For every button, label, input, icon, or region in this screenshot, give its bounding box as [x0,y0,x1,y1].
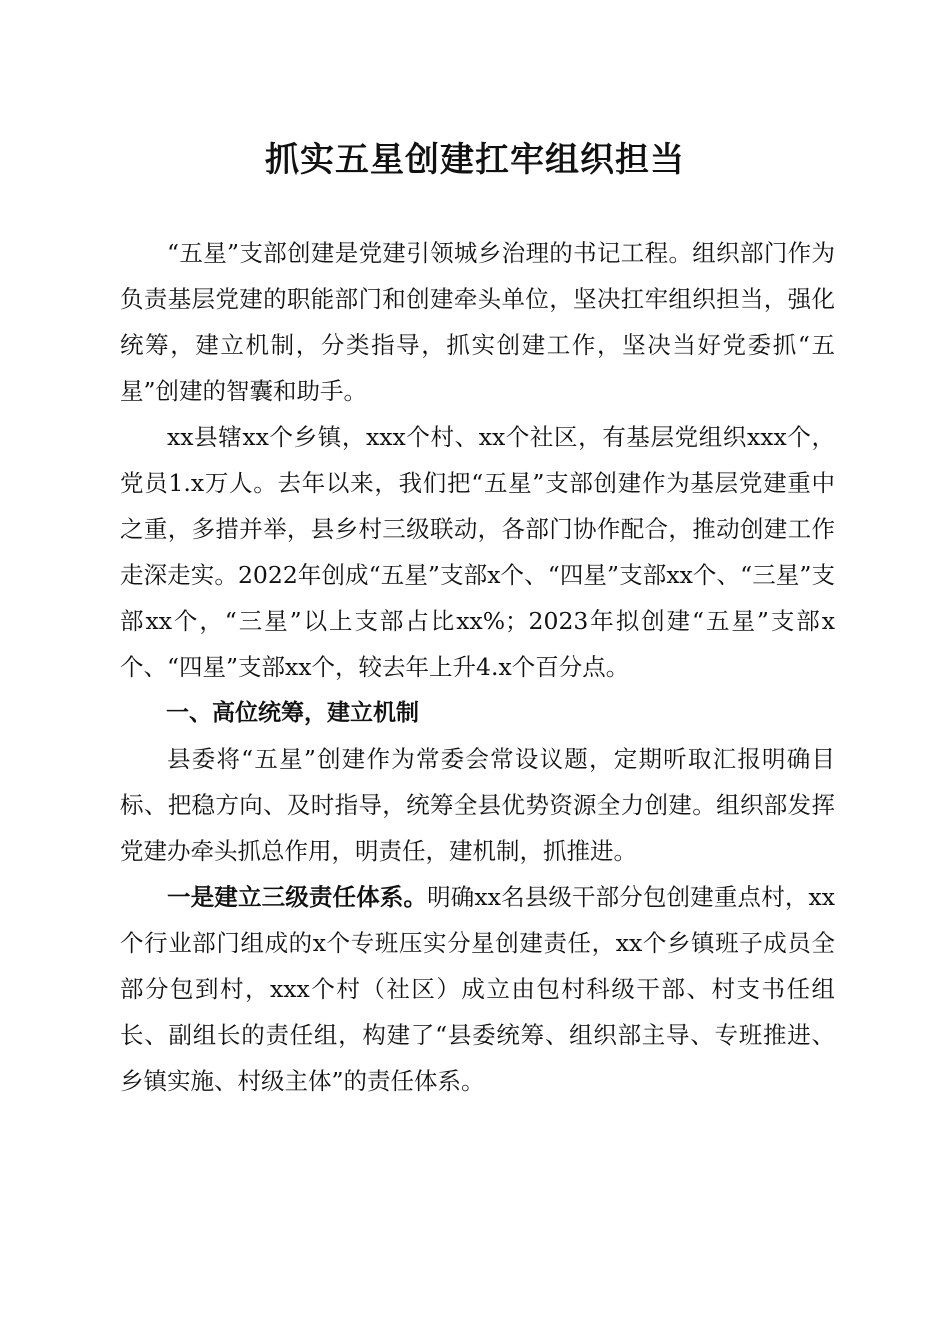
item-paragraph [120,874,835,1104]
item-lead: 一是建立三级责任体系。 [167,883,428,911]
item-text: 明确xx名县级干部分包创建重点村，xx个行业部门组成的x个专班压实分星创建责任，xx个乡镇班子成员全部分包到村，xxx个村（社区）成立由包村科级干部、村支书任组长、副组长的责任组，构建了“县委统筹、组织部主导、专班推进、乡镇实施、村级主体”的责任体系。 [120,883,835,1095]
paragraph-intro: “五星”支部创建是党建引领城乡治理的书记工程。组织部门作为负责基层党建的职能部门和创建牵头单位，坚决扛牢组织担当，强化统筹，建立机制，分类指导，抓实创建工作，坚决当好党委抓“五星”创建的智囊和助手。 [120,239,835,405]
section-intro-paragraph: 县委将“五星”创建作为常委会常设议题，定期听取汇报明确目标、把稳方向、及时指导，统筹全县优势资源全力创建。组织部发挥党建办牵头抓总作用，明责任，建机制，抓推进。 [120,745,835,865]
section-heading: 一、高位统筹，建立机制 [166,700,419,726]
document-title: 抓实五星创建扛牢组织担当 [265,140,685,180]
paragraph-overview: xx县辖xx个乡镇，xxx个村、xx个社区，有基层党组织xxx个，党员1.x万人。去年以来，我们把“五星”支部创建作为基层党建重中之重，多措并举，县乡村三级联动，各部门协作配合，推动创建工作走深走实。2022年创成“五星”支部x个、“四星”支部xx个、“三星”支部xx个，“三星”以上支部占比xx%；2023年拟创建“五星”支部x个、“四星”支部xx个，较去年上升4.x个百分点。 [120,423,835,681]
document-body [120,230,835,1104]
